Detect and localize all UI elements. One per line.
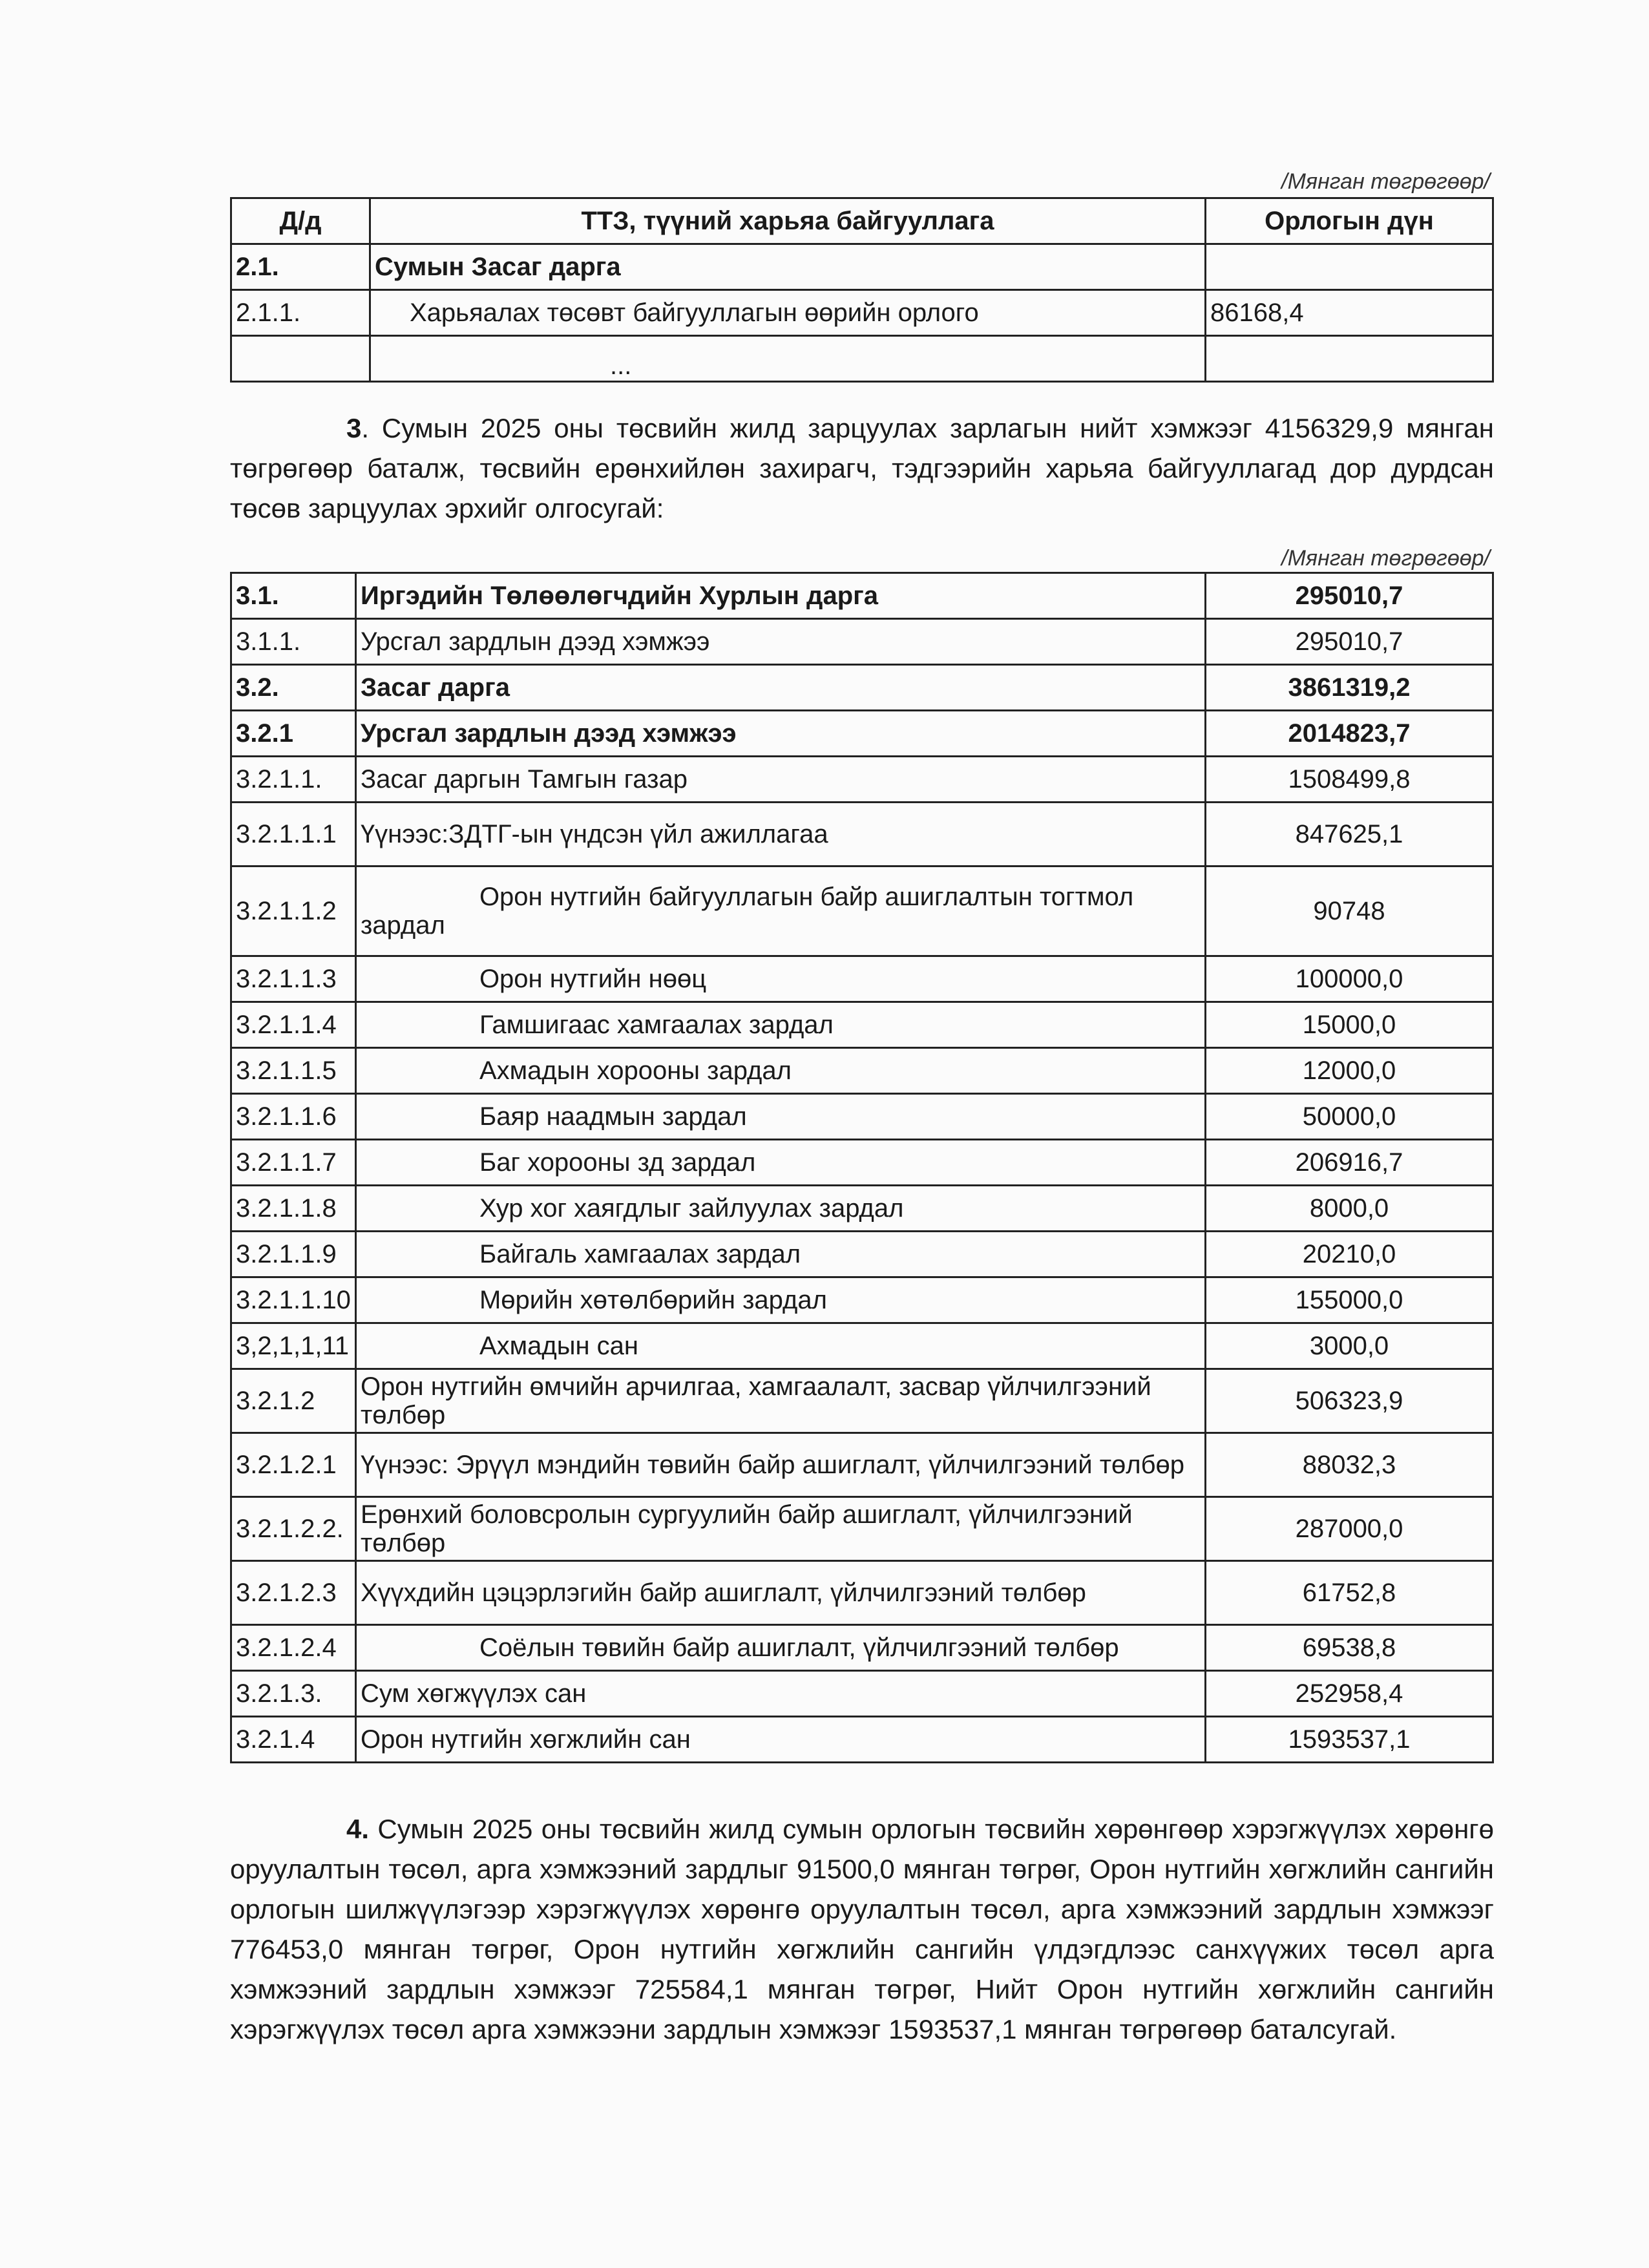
- row-code: 3.2.1.1.6: [231, 1094, 356, 1140]
- table-row: [231, 711, 1493, 757]
- row-code: 3.2.1.3.: [231, 1671, 356, 1717]
- row-code: 3.2.1.1.: [231, 757, 356, 803]
- row-code: 3.2.1.1.4: [231, 1002, 356, 1048]
- unit-label-1: /Мянган төгрөгөөр/: [1281, 169, 1490, 194]
- row-code: 3.1.: [231, 573, 356, 619]
- row-name: Ахмадын сан: [355, 1323, 1205, 1369]
- row-code: 3.2.1.1.5: [231, 1048, 356, 1094]
- row-name: Баяр наадмын зардал: [355, 1094, 1205, 1140]
- row-name: Баг хорооны зд зардал: [355, 1140, 1205, 1186]
- row-value: 88032,3: [1206, 1433, 1493, 1497]
- row-name: Урсгал зардлын дээд хэмжээ: [355, 619, 1205, 665]
- row-name: Засаг даргын Тамгын газар: [355, 757, 1205, 803]
- row-name: Хур хог хаягдлыг зайлуулах зардал: [355, 1186, 1205, 1232]
- header-organization: ТТЗ, түүний харьяа байгууллага: [370, 198, 1206, 244]
- table-row: [231, 803, 1493, 866]
- paragraph-4: [230, 1809, 1494, 2050]
- header-income-amount: Орлогын дүн: [1206, 198, 1493, 244]
- table-row: [231, 1094, 1493, 1140]
- row-value: 1593537,1: [1206, 1717, 1493, 1763]
- table-row: [231, 1561, 1493, 1625]
- row-code: [231, 336, 370, 382]
- row-code: 3.2.1.2.2.: [231, 1497, 356, 1561]
- paragraph-4-text: Сумын 2025 оны төсвийн жилд сумын орлогын төсвийн хөрөнгөөр хэрэгжүүлэх хөрөнгө оруулалтын төсөл, арга хэмжээний зардлыг 91500,0 мянган төгрөг, Орон нутгийн хөгжлийн сангийн орлогын шилжүүлэгээр хэрэгжүүлэх хөрөнгө оруулалтын төсөл, арга хэмжээний зардлын хэмжээг 776453,0 мянган төгрөг, Орон нутгийн хөгжлийн сангийн үлдэгдлээс санхүүжих төсөл арга хэмжээний зардлын хэмжээг 725584,1 мянган төгрөг, Нийт Орон нутгийн хөгжлийн сангийн хэрэгжүүлэх төсөл арга хэмжээни зардлын хэмжээг 1593537,1 мянган төгрөгөөр баталсугай.: [230, 1814, 1494, 2044]
- table-row: [231, 573, 1493, 619]
- row-code: 3.2.1.1.3: [231, 956, 356, 1002]
- row-value: 2014823,7: [1206, 711, 1493, 757]
- table-row: [231, 619, 1493, 665]
- row-code: 3.2.1.1.10: [231, 1277, 356, 1323]
- table-row: [231, 1717, 1493, 1763]
- row-value: 61752,8: [1206, 1561, 1493, 1625]
- row-code: 2.1.: [231, 244, 370, 290]
- table-row: [231, 1002, 1493, 1048]
- income-table: [230, 197, 1494, 383]
- row-code: 3.2.: [231, 665, 356, 711]
- row-name: Засаг дарга: [355, 665, 1205, 711]
- expense-table: [230, 572, 1494, 1763]
- row-name: ...: [370, 336, 1206, 382]
- row-value: 12000,0: [1206, 1048, 1493, 1094]
- row-value: 1508499,8: [1206, 757, 1493, 803]
- table-row: [231, 1186, 1493, 1232]
- table-row: [231, 1433, 1493, 1497]
- row-value: 206916,7: [1206, 1140, 1493, 1186]
- row-value: 295010,7: [1206, 619, 1493, 665]
- row-code: 3.2.1.1.7: [231, 1140, 356, 1186]
- row-code: 3.2.1.2.4: [231, 1625, 356, 1671]
- row-value: 287000,0: [1206, 1497, 1493, 1561]
- row-value: 506323,9: [1206, 1369, 1493, 1433]
- paragraph-3-text: . Сумын 2025 оны төсвийн жилд зарцуулах зарлагын нийт хэмжээг 4156329,9 мянган төгрөгөөр баталж, төсвийн ерөнхийлөн захирагч, тэдгээрийн харьяа байгууллагад дор дурдсан төсөв зарцуулах эрхийг олгосугай:: [230, 413, 1494, 523]
- header-code: Д/д: [231, 198, 370, 244]
- row-name: Иргэдийн Төлөөлөгчдийн Хурлын дарга: [355, 573, 1205, 619]
- table-row: [231, 1625, 1493, 1671]
- row-name: Гамшигаас хамгаалах зардал: [355, 1002, 1205, 1048]
- unit-label-2: /Мянган төгрөгөөр/: [1281, 546, 1490, 571]
- row-name: Үүнээс:ЗДТГ-ын үндсэн үйл ажиллагаа: [355, 803, 1205, 866]
- table-row: [231, 956, 1493, 1002]
- row-code: 3.2.1.1.1: [231, 803, 356, 866]
- row-name: Харьяалах төсөвт байгууллагын өөрийн орлого: [370, 290, 1206, 336]
- row-code: 3.1.1.: [231, 619, 356, 665]
- row-value: 3861319,2: [1206, 665, 1493, 711]
- row-code: 3.2.1.1.8: [231, 1186, 356, 1232]
- table-row: [231, 1497, 1493, 1561]
- table-row: [231, 1369, 1493, 1433]
- row-name: Соёлын төвийн байр ашиглалт, үйлчилгээний төлбөр: [355, 1625, 1205, 1671]
- row-code: 2.1.1.: [231, 290, 370, 336]
- row-code: 3.2.1.1.2: [231, 866, 356, 956]
- row-name: Урсгал зардлын дээд хэмжээ: [355, 711, 1205, 757]
- table-row: [231, 1277, 1493, 1323]
- row-code: 3,2,1,1,11: [231, 1323, 356, 1369]
- row-name: Сум хөгжүүлэх сан: [355, 1671, 1205, 1717]
- row-code: 3.2.1.2.3: [231, 1561, 356, 1625]
- table-header-row: [231, 198, 1493, 244]
- row-value: 69538,8: [1206, 1625, 1493, 1671]
- table-row: [231, 1048, 1493, 1094]
- row-name: Үүнээс: Эрүүл мэндийн төвийн байр ашиглалт, үйлчилгээний төлбөр: [355, 1433, 1205, 1497]
- row-name: Мөрийн хөтөлбөрийн зардал: [355, 1277, 1205, 1323]
- row-name: Орон нутгийн байгууллагын байр ашиглалтын тогтмол зардал: [355, 866, 1205, 956]
- table-row: [231, 336, 1493, 382]
- row-code: 3.2.1.4: [231, 1717, 356, 1763]
- row-value: 847625,1: [1206, 803, 1493, 866]
- row-code: 3.2.1.1.9: [231, 1232, 356, 1277]
- row-name: Сумын Засаг дарга: [370, 244, 1206, 290]
- row-code: 3.2.1.2: [231, 1369, 356, 1433]
- row-value: 252958,4: [1206, 1671, 1493, 1717]
- paragraph-3-number: 3: [346, 413, 362, 443]
- paragraph-3: [230, 408, 1494, 529]
- row-value: 50000,0: [1206, 1094, 1493, 1140]
- table-row: [231, 665, 1493, 711]
- row-name: Ерөнхий боловсролын сургуулийн байр ашиглалт, үйлчилгээний төлбөр: [355, 1497, 1205, 1561]
- row-value: [1206, 244, 1493, 290]
- row-value: 3000,0: [1206, 1323, 1493, 1369]
- table-row: [231, 290, 1493, 336]
- row-value: 90748: [1206, 866, 1493, 956]
- row-value: 295010,7: [1206, 573, 1493, 619]
- table-row: [231, 244, 1493, 290]
- row-value: 8000,0: [1206, 1186, 1493, 1232]
- row-code: 3.2.1: [231, 711, 356, 757]
- row-name: Орон нутгийн хөгжлийн сан: [355, 1717, 1205, 1763]
- row-value: 86168,4: [1206, 290, 1493, 336]
- row-name: Байгаль хамгаалах зардал: [355, 1232, 1205, 1277]
- row-name: Ахмадын хорооны зардал: [355, 1048, 1205, 1094]
- table-row: [231, 1232, 1493, 1277]
- table-row: [231, 1671, 1493, 1717]
- row-name: Орон нутгийн өмчийн арчилгаа, хамгаалалт, засвар үйлчилгээний төлбөр: [355, 1369, 1205, 1433]
- row-value: 100000,0: [1206, 956, 1493, 1002]
- row-value: 20210,0: [1206, 1232, 1493, 1277]
- paragraph-4-number: 4.: [346, 1814, 370, 1844]
- table-row: [231, 1140, 1493, 1186]
- row-name: Орон нутгийн нөөц: [355, 956, 1205, 1002]
- row-code: 3.2.1.2.1: [231, 1433, 356, 1497]
- table-row: [231, 757, 1493, 803]
- table-row: [231, 1323, 1493, 1369]
- row-value: 15000,0: [1206, 1002, 1493, 1048]
- row-name: Хүүхдийн цэцэрлэгийн байр ашиглалт, үйлчилгээний төлбөр: [355, 1561, 1205, 1625]
- table-row: [231, 866, 1493, 956]
- row-value: [1206, 336, 1493, 382]
- row-value: 155000,0: [1206, 1277, 1493, 1323]
